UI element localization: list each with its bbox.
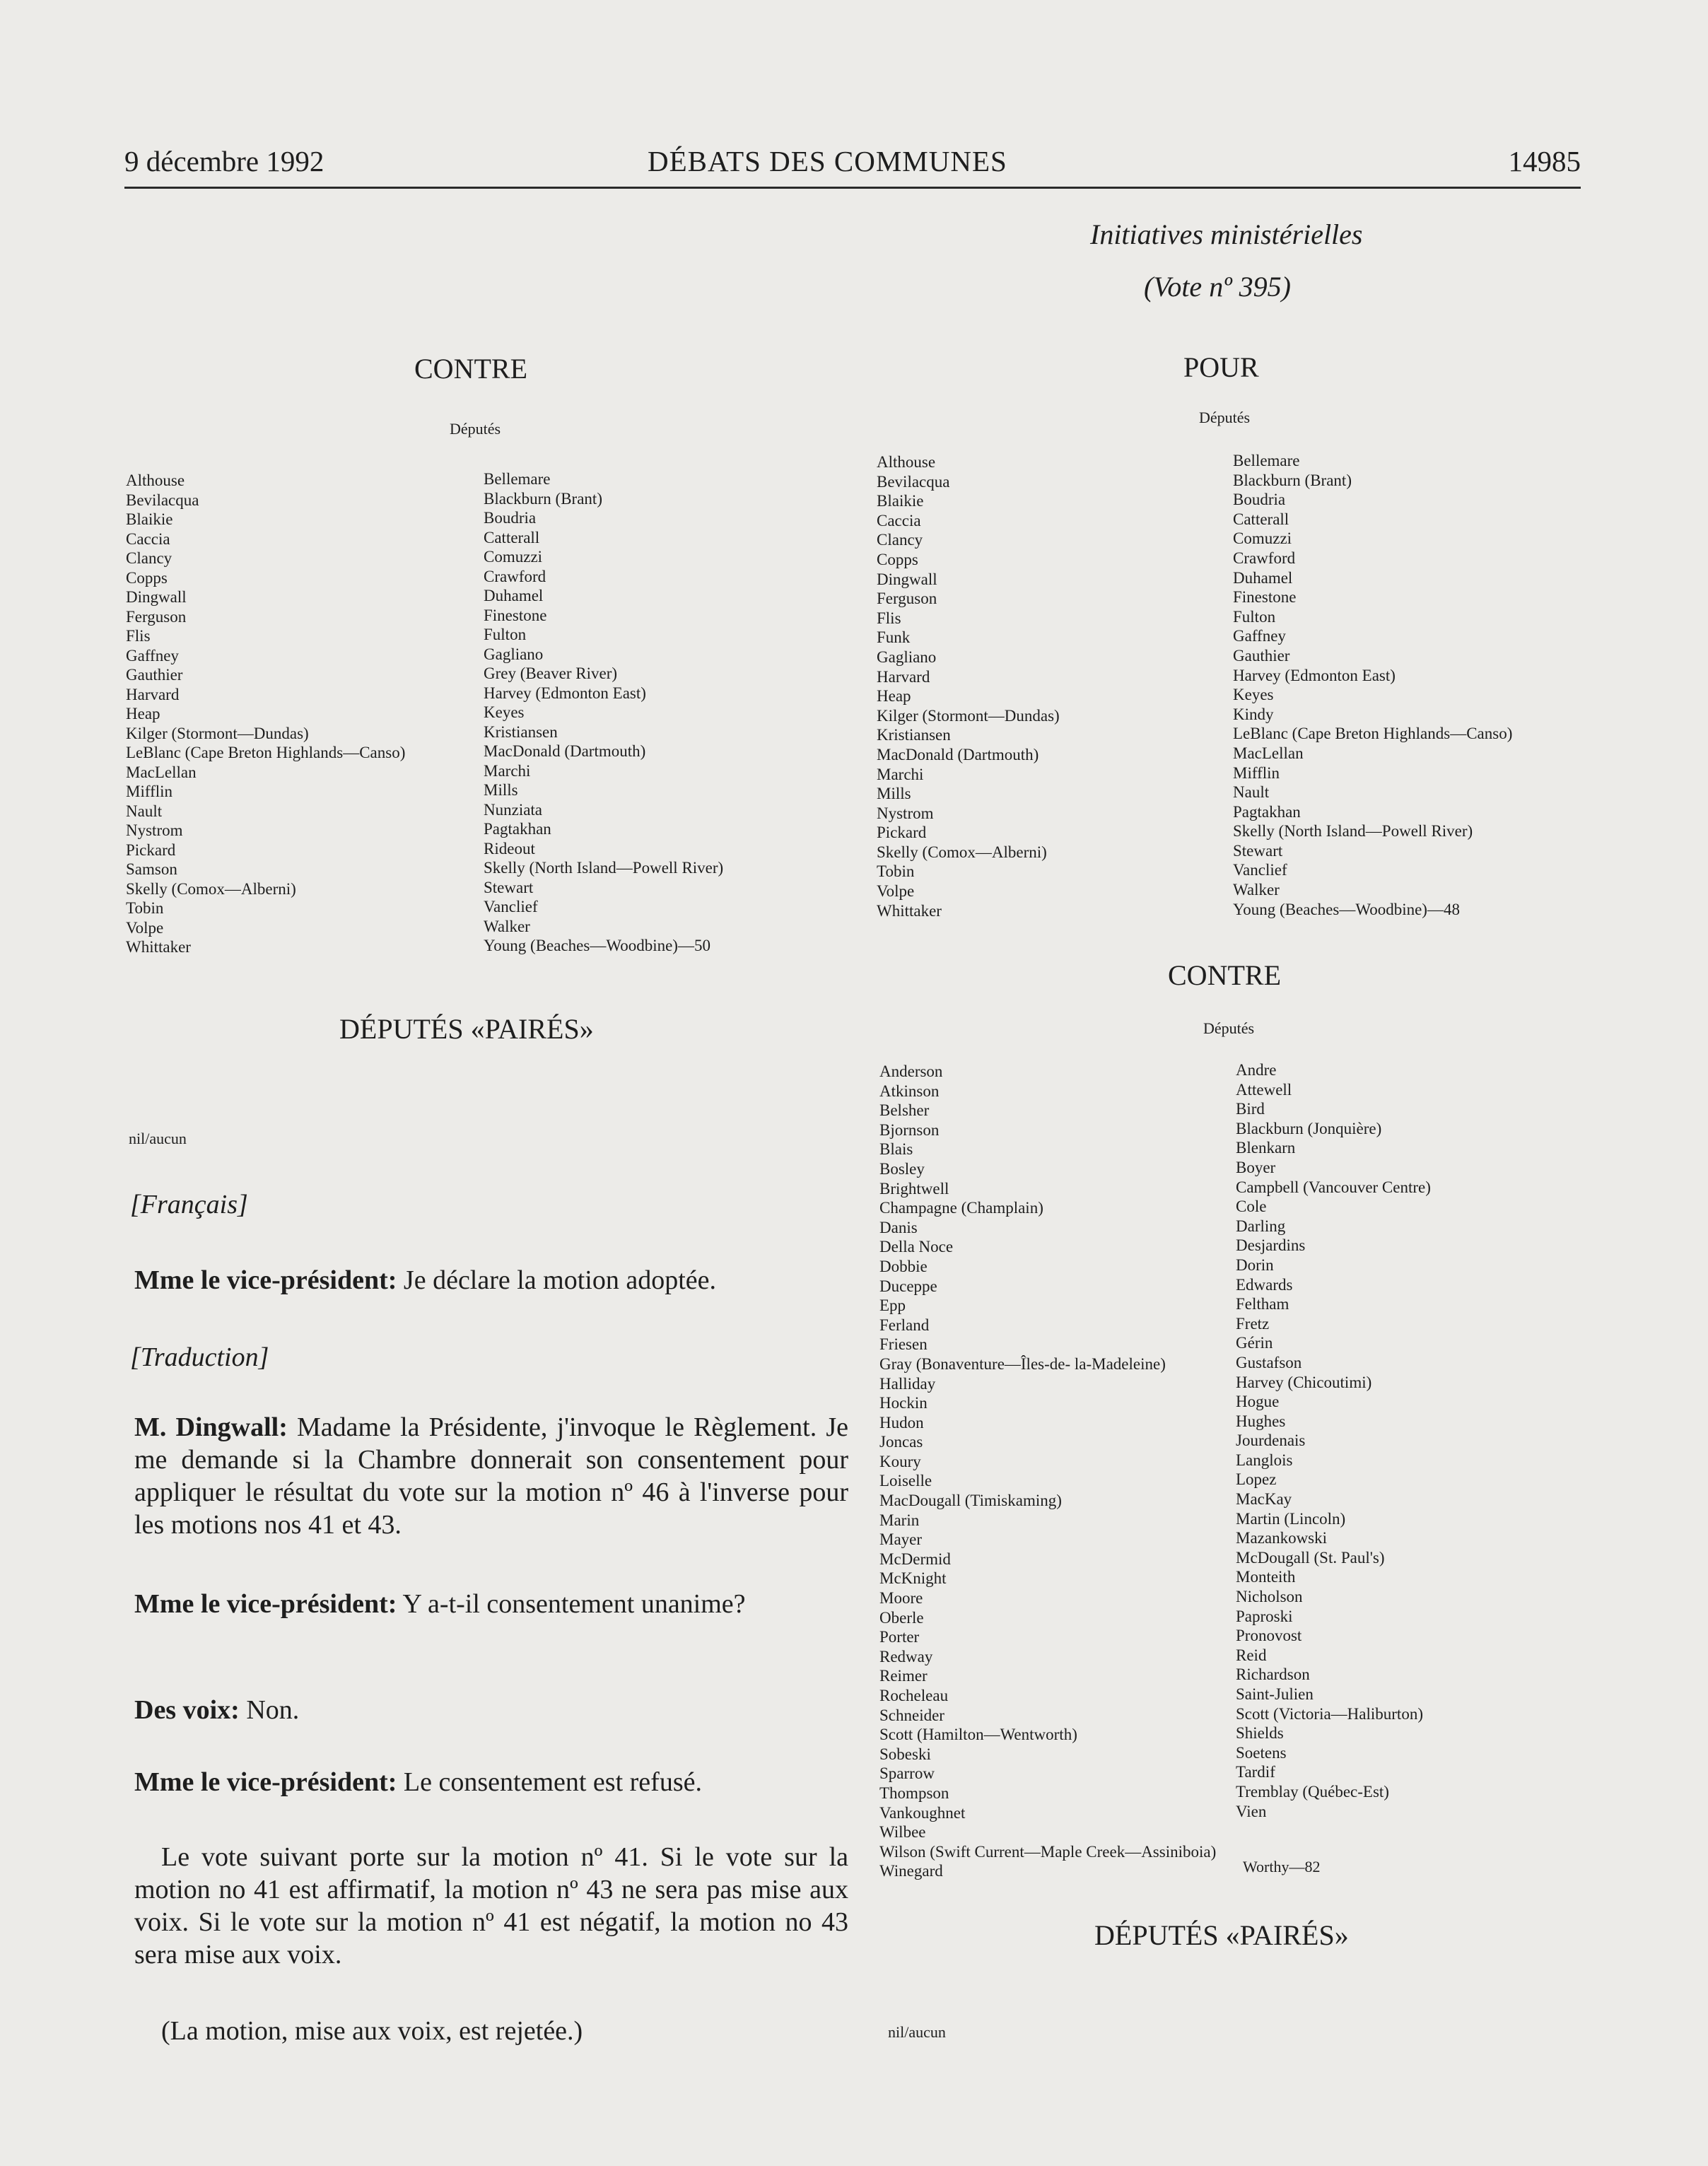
member-name: Mifflin bbox=[1233, 763, 1280, 782]
member-name: Tobin bbox=[126, 899, 164, 917]
speech-5: Le consentement est refusé. bbox=[397, 1767, 702, 1797]
header-date: 9 décembre 1992 bbox=[124, 145, 324, 177]
member-name: Young (Beaches—Woodbine)—48 bbox=[1233, 900, 1460, 918]
member-name: Comuzzi bbox=[484, 548, 543, 566]
member-name: Bevilacqua bbox=[877, 472, 950, 491]
speech-4: Non. bbox=[239, 1695, 300, 1725]
member-name: McDougall (St. Paul's) bbox=[1236, 1548, 1385, 1567]
member-name: Grey (Beaver River) bbox=[484, 665, 618, 682]
paragraph-1 bbox=[134, 1264, 848, 1296]
speaker-2: M. Dingwall: bbox=[134, 1412, 288, 1442]
member-name: Andre bbox=[1236, 1061, 1277, 1079]
member-name: Oberle bbox=[879, 1608, 924, 1627]
member-name: Hughes bbox=[1236, 1412, 1286, 1430]
paragraph-4 bbox=[134, 1694, 848, 1726]
member-name: Kristiansen bbox=[877, 726, 951, 744]
member-name: Duhamel bbox=[484, 587, 544, 604]
member-name: Boudria bbox=[484, 509, 537, 527]
member-name: Fulton bbox=[484, 626, 527, 643]
member-name: Skelly (Comox—Alberni) bbox=[877, 843, 1047, 861]
member-name: Joncas bbox=[879, 1433, 923, 1451]
speaker-3: Mme le vice-président: bbox=[134, 1589, 397, 1619]
paragraph-6: Le vote suivant porte sur la motion nº 41. Si le vote sur la motion no 41 est affirmatif, la motion nº 43 ne sera pas mise aux voix. Si le vote sur la motion nº 41 est négatif, la motion no 43 sera mise aux voix. bbox=[134, 1842, 848, 1969]
member-name: Loiselle bbox=[879, 1472, 932, 1490]
member-name: Marin bbox=[879, 1511, 920, 1529]
member-name: Darling bbox=[1236, 1217, 1286, 1235]
right-pour-heading: POUR bbox=[1183, 351, 1259, 383]
member-name: Samson bbox=[126, 860, 177, 878]
member-name: Mills bbox=[484, 781, 518, 799]
member-name: Blackburn (Jonquière) bbox=[1236, 1119, 1382, 1137]
member-name: Althouse bbox=[877, 453, 936, 471]
member-name: Bosley bbox=[879, 1159, 925, 1178]
header-page-number: 14985 bbox=[1508, 145, 1581, 177]
member-name: Nystrom bbox=[126, 821, 183, 839]
member-name: Bird bbox=[1236, 1100, 1265, 1118]
member-name: Walker bbox=[484, 917, 530, 935]
right-pour-deputes-label: Députés bbox=[1199, 409, 1251, 426]
language-tag-francais: [Français] bbox=[130, 1190, 248, 1219]
member-name: Mazankowski bbox=[1236, 1529, 1328, 1547]
member-name: Marchi bbox=[877, 765, 924, 783]
member-name: Tremblay (Québec-Est) bbox=[1236, 1782, 1389, 1801]
member-name: Copps bbox=[877, 550, 918, 568]
member-name: Winegard bbox=[879, 1862, 943, 1880]
member-name: Pickard bbox=[126, 841, 176, 859]
member-name: Blenkarn bbox=[1236, 1139, 1296, 1157]
member-name: Epp bbox=[879, 1296, 906, 1315]
member-name: Crawford bbox=[1233, 549, 1296, 567]
member-name: Walker bbox=[1233, 881, 1280, 899]
paragraph-7: (La motion, mise aux voix, est rejetée.) bbox=[161, 2016, 583, 2046]
member-name: Reimer bbox=[879, 1667, 928, 1685]
left-paired-heading: DÉPUTÉS «PAIRÉS» bbox=[339, 1013, 594, 1045]
right-contre-total: Worthy—82 bbox=[1243, 1858, 1321, 1875]
member-name: Campbell (Vancouver Centre) bbox=[1236, 1178, 1431, 1196]
member-name: Catterall bbox=[484, 528, 540, 546]
member-name: Finestone bbox=[1233, 588, 1297, 607]
member-name: Keyes bbox=[1233, 686, 1274, 704]
member-name: Blaikie bbox=[126, 510, 173, 528]
member-name: Blaikie bbox=[877, 492, 924, 510]
member-name: Richardson bbox=[1236, 1666, 1310, 1684]
member-name: Gagliano bbox=[484, 645, 544, 663]
member-name: Kilger (Stormont—Dundas) bbox=[877, 706, 1060, 725]
member-name: Attewell bbox=[1236, 1080, 1292, 1099]
member-name: Volpe bbox=[877, 882, 915, 901]
member-name: Caccia bbox=[126, 529, 170, 548]
speaker-4: Des voix: bbox=[134, 1695, 240, 1725]
member-name: Vanclief bbox=[484, 898, 538, 915]
member-name: Vankoughnet bbox=[879, 1803, 966, 1822]
member-name: McDermid bbox=[879, 1550, 951, 1568]
member-name: Anderson bbox=[879, 1062, 943, 1080]
left-contre-deputes-label: Députés bbox=[450, 420, 501, 438]
member-name: Feltham bbox=[1236, 1295, 1289, 1313]
member-name: Flis bbox=[877, 609, 901, 627]
member-name: Flis bbox=[126, 627, 151, 645]
member-name: MacDonald (Dartmouth) bbox=[484, 742, 646, 760]
member-name: Lopez bbox=[1236, 1470, 1277, 1489]
member-name: Friesen bbox=[879, 1335, 928, 1354]
member-name: Blackburn (Brant) bbox=[484, 489, 602, 508]
right-paired-heading: DÉPUTÉS «PAIRÉS» bbox=[1094, 1919, 1349, 1951]
member-name: Nault bbox=[126, 802, 163, 820]
member-name: Desjardins bbox=[1236, 1236, 1306, 1255]
member-name: Comuzzi bbox=[1233, 529, 1292, 548]
language-tag-traduction: [Traduction] bbox=[130, 1342, 269, 1372]
member-name: Pickard bbox=[877, 824, 927, 842]
member-name: Martin (Lincoln) bbox=[1236, 1509, 1346, 1528]
member-name: Fretz bbox=[1236, 1314, 1270, 1333]
member-name: Tardif bbox=[1236, 1763, 1275, 1781]
member-name: Boudria bbox=[1233, 491, 1286, 509]
member-name: Harvey (Edmonton East) bbox=[1233, 666, 1396, 684]
member-name: Finestone bbox=[484, 606, 547, 624]
member-name: Gauthier bbox=[126, 666, 183, 684]
right-pour-column-2 bbox=[1233, 451, 1512, 919]
member-name: Saint-Julien bbox=[1236, 1685, 1314, 1703]
member-name: MacDougall (Timiskaming) bbox=[879, 1492, 1062, 1510]
member-name: Della Noce bbox=[879, 1238, 954, 1256]
member-name: Dingwall bbox=[877, 570, 937, 588]
right-paired-text: nil/aucun bbox=[888, 2023, 946, 2041]
member-name: Nunziata bbox=[484, 800, 543, 819]
left-contre-column-2 bbox=[484, 469, 723, 956]
member-name: Harvard bbox=[877, 667, 930, 686]
member-name: Dorin bbox=[1236, 1255, 1274, 1274]
member-name: Paproski bbox=[1236, 1607, 1293, 1625]
member-name: Kindy bbox=[1233, 705, 1274, 723]
member-name: Scott (Hamilton—Wentworth) bbox=[879, 1726, 1077, 1744]
member-name: Gaffney bbox=[1233, 627, 1286, 645]
member-name: Catterall bbox=[1233, 510, 1289, 528]
member-name: Rocheleau bbox=[879, 1687, 949, 1704]
member-name: Jourdenais bbox=[1236, 1432, 1306, 1450]
member-name: Bellemare bbox=[484, 470, 551, 488]
member-name: Koury bbox=[879, 1452, 921, 1470]
member-name: MacLellan bbox=[126, 763, 197, 781]
member-name: Nault bbox=[1233, 783, 1270, 802]
member-name: Harvard bbox=[126, 685, 180, 703]
member-name: Fulton bbox=[1233, 607, 1276, 626]
member-name: Dingwall bbox=[126, 588, 187, 606]
member-name: Rideout bbox=[484, 839, 535, 857]
member-name: Young (Beaches—Woodbine)—50 bbox=[484, 937, 710, 954]
member-name: Halliday bbox=[879, 1374, 936, 1393]
member-name: Reid bbox=[1236, 1646, 1267, 1664]
member-name: Nystrom bbox=[877, 804, 934, 822]
member-name: Soetens bbox=[1236, 1743, 1287, 1762]
right-contre-column-1 bbox=[879, 1062, 1216, 1881]
member-name: Gagliano bbox=[877, 648, 937, 666]
member-name: Mills bbox=[877, 785, 911, 803]
member-name: Volpe bbox=[126, 918, 164, 937]
paragraph-5 bbox=[134, 1766, 848, 1798]
member-name: McKnight bbox=[879, 1569, 947, 1588]
member-name: Schneider bbox=[879, 1706, 944, 1724]
member-name: Sparrow bbox=[879, 1764, 935, 1783]
left-contre-column-1 bbox=[126, 471, 405, 957]
right-contre-heading: CONTRE bbox=[1168, 959, 1281, 991]
member-name: Duceppe bbox=[879, 1277, 937, 1295]
member-name: Blackburn (Brant) bbox=[1233, 471, 1352, 489]
member-name: Harvey (Chicoutimi) bbox=[1236, 1373, 1372, 1391]
left-paired-text: nil/aucun bbox=[129, 1130, 187, 1147]
member-name: Tobin bbox=[877, 862, 915, 881]
member-name: Copps bbox=[126, 568, 168, 587]
language-tag-francais-label: Français bbox=[140, 1190, 238, 1219]
member-name: Crawford bbox=[484, 567, 546, 585]
member-name: Skelly (North Island—Powell River) bbox=[484, 859, 724, 877]
member-name: Skelly (Comox—Alberni) bbox=[126, 879, 296, 898]
member-name: Vien bbox=[1236, 1802, 1267, 1820]
member-name: Dobbie bbox=[879, 1257, 928, 1275]
member-name: Bjornson bbox=[879, 1120, 940, 1139]
member-name: Gray (Bonaventure—Îles-de- la-Madeleine) bbox=[879, 1354, 1166, 1373]
member-name: Stewart bbox=[484, 878, 534, 896]
member-name: Whittaker bbox=[126, 938, 191, 956]
member-name: Pagtakhan bbox=[1233, 802, 1301, 821]
member-name: Mifflin bbox=[126, 783, 173, 800]
member-name: Kilger (Stormont—Dundas) bbox=[126, 724, 309, 742]
member-name: MacKay bbox=[1236, 1490, 1292, 1509]
member-name: Ferguson bbox=[126, 607, 187, 626]
member-name: Bevilacqua bbox=[126, 491, 199, 509]
member-name: Redway bbox=[879, 1647, 933, 1666]
member-name: Heap bbox=[126, 705, 160, 722]
member-name: Sobeski bbox=[879, 1745, 931, 1763]
member-name: Blais bbox=[879, 1140, 913, 1159]
member-name: Duhamel bbox=[1233, 568, 1293, 587]
member-name: Mayer bbox=[879, 1530, 923, 1549]
member-name: Ferland bbox=[879, 1316, 930, 1334]
member-name: Bellemare bbox=[1233, 452, 1300, 469]
member-name: Atkinson bbox=[879, 1082, 940, 1100]
member-name: Pagtakhan bbox=[484, 820, 551, 838]
member-name: Heap bbox=[877, 687, 911, 706]
member-name: Pronovost bbox=[1236, 1627, 1302, 1645]
member-name: Cole bbox=[1236, 1198, 1267, 1216]
member-name: Kristiansen bbox=[484, 722, 558, 741]
member-name: Caccia bbox=[877, 511, 921, 529]
member-name: Althouse bbox=[126, 472, 185, 489]
member-name: Skelly (North Island—Powell River) bbox=[1233, 822, 1473, 841]
member-name: Gustafson bbox=[1236, 1353, 1302, 1371]
member-name: Nicholson bbox=[1236, 1588, 1303, 1606]
section-heading-initiatives: Initiatives ministérielles bbox=[1090, 218, 1363, 250]
member-name: Belsher bbox=[879, 1101, 930, 1120]
member-name: Stewart bbox=[1233, 841, 1283, 860]
member-name: Vanclief bbox=[1233, 861, 1287, 879]
member-name: Harvey (Edmonton East) bbox=[484, 684, 646, 702]
member-name: Wilson (Swift Current—Maple Creek—Assiniboia) bbox=[879, 1842, 1217, 1861]
member-name: Shields bbox=[1236, 1724, 1284, 1743]
vote-number: (Vote nº 395) bbox=[1144, 271, 1291, 303]
paragraph-3 bbox=[134, 1588, 848, 1620]
left-contre-heading: CONTRE bbox=[414, 353, 527, 385]
member-name: Scott (Victoria—Haliburton) bbox=[1236, 1704, 1423, 1723]
member-name: Funk bbox=[877, 628, 911, 647]
member-name: LeBlanc (Cape Breton Highlands—Canso) bbox=[1233, 725, 1513, 743]
header-title: DÉBATS DES COMMUNES bbox=[648, 145, 1007, 177]
member-name: Clancy bbox=[126, 549, 172, 567]
member-name: Champagne (Champlain) bbox=[879, 1199, 1043, 1217]
member-name: Thompson bbox=[879, 1784, 949, 1802]
member-name: MacDonald (Dartmouth) bbox=[877, 745, 1039, 763]
member-name: Keyes bbox=[484, 703, 525, 721]
member-name: Monteith bbox=[1236, 1568, 1296, 1586]
member-name: Brightwell bbox=[879, 1179, 949, 1198]
member-name: Clancy bbox=[877, 531, 923, 549]
member-name: Porter bbox=[879, 1628, 920, 1646]
member-name: Moore bbox=[879, 1589, 923, 1608]
speech-1: Je déclare la motion adoptée. bbox=[397, 1265, 717, 1295]
member-name: Danis bbox=[879, 1218, 918, 1236]
page-header bbox=[124, 144, 1581, 189]
member-name: Hudon bbox=[879, 1413, 924, 1432]
member-name: Gauthier bbox=[1233, 646, 1290, 665]
speaker-1: Mme le vice-président: bbox=[134, 1265, 397, 1295]
right-contre-column-2 bbox=[1236, 1060, 1431, 1821]
member-name: Hogue bbox=[1236, 1393, 1280, 1411]
member-name: Whittaker bbox=[877, 901, 942, 920]
member-name: Edwards bbox=[1236, 1275, 1293, 1294]
speech-2: Madame la Présidente, j'invoque le Règlement. Je me demande si la Chambre donnerait son consentement pour appliquer le résultat du vote sur la motion nº 46 à l'inverse pour les motions nos 41 et 43. bbox=[134, 1412, 848, 1540]
member-name: Wilbee bbox=[879, 1823, 926, 1842]
language-tag-traduction-label: Traduction bbox=[140, 1342, 259, 1372]
right-contre-deputes-label: Députés bbox=[1203, 1019, 1255, 1037]
member-name: Gérin bbox=[1236, 1334, 1273, 1352]
member-name: Ferguson bbox=[877, 590, 937, 608]
member-name: Hockin bbox=[879, 1394, 928, 1412]
member-name: Langlois bbox=[1236, 1451, 1293, 1469]
member-name: Gaffney bbox=[126, 646, 179, 665]
speaker-5: Mme le vice-président: bbox=[134, 1767, 397, 1797]
paragraph-2 bbox=[134, 1411, 848, 1541]
speech-3: Y a-t-il consentement unanime? bbox=[397, 1589, 746, 1619]
member-name: LeBlanc (Cape Breton Highlands—Canso) bbox=[126, 744, 406, 761]
member-name: MacLellan bbox=[1233, 744, 1304, 762]
member-name: Marchi bbox=[484, 761, 531, 780]
right-pour-column-1 bbox=[877, 452, 1060, 920]
member-name: Boyer bbox=[1236, 1158, 1276, 1176]
